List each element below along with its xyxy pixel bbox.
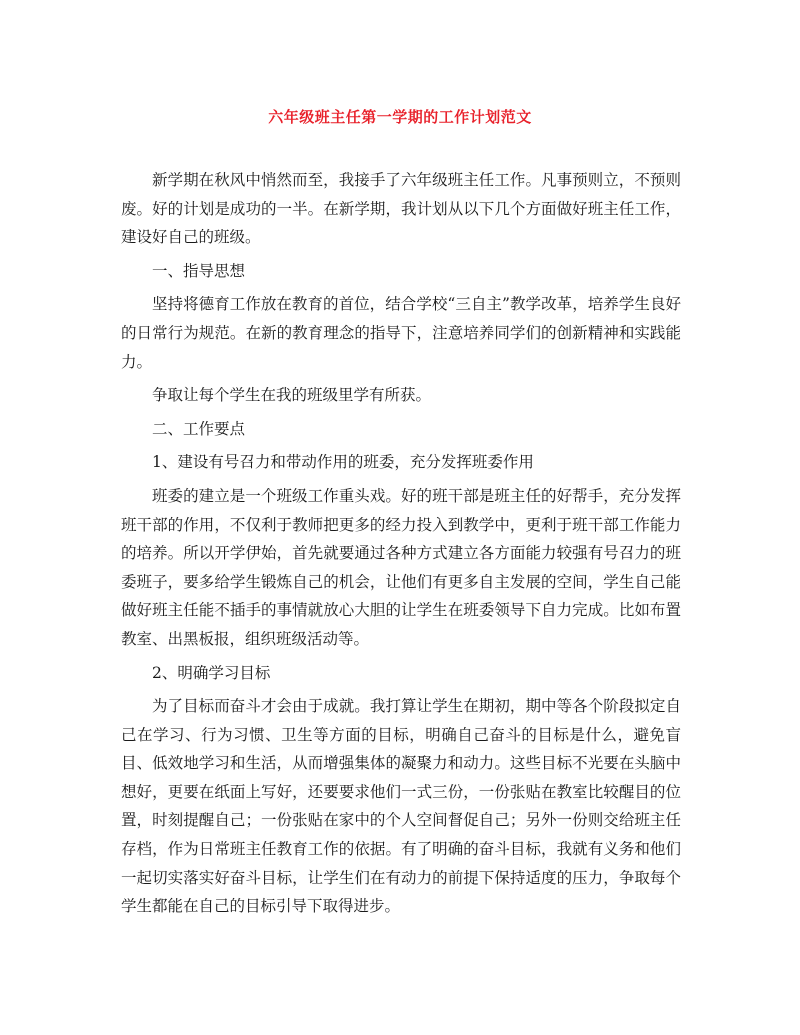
paragraph-learning-goals: 为了目标而奋斗才会由于成就。我打算让学生在期初，期中等各个阶段拟定自己在学习、行为习惯、卫生等方面的目标，明确自己奋斗的目标是什么，避免盲目、低效地学习和生活，从而增强集体的凝聚力和动力。这些目标不光要在头脑中想好，更要在纸面上写好，还要要求他们一式三份，一份张贴在教室比较醒目的位置，时刻提醒自己；一份张贴在家中的个人空间督促自己；另外一份则交给班主任存档，作为日常班主任教育工作的依据。有了明确的奋斗目标，我就有义务和他们一起切实落实好奋斗目标，让学生们在有动力的前提下保持适度的压力，争取每个学生都能在自己的目标引导下取得进步。 (121, 697, 681, 916)
section-heading-work-points: 二、工作要点 (152, 419, 246, 438)
paragraph-guiding-thought: 坚持将德育工作放在教育的首位，结合学校“三自主”教学改革，培养学生良好的日常行为规范。在新的教育理念的指导下，注意培养同学们的创新精神和实践能力。 (121, 295, 681, 371)
paragraph-class-committee: 班委的建立是一个班级工作重头戏。好的班干部是班主任的好帮手，充分发挥班干部的作用，不仅利于教师把更多的经力投入到教学中，更利于班干部工作能力的培养。所以开学伊始，首先就要通过各种方式建立各方面能力较强有号召力的班委班子，要多给学生锻炼自己的机会，让他们有更多自主发展的空间，学生自己能做好班主任能不插手的事情就放心大胆的让学生在班委领导下自力完成。比如布置教室、出黑板报，组织班级活动等。 (121, 486, 681, 648)
paragraph-intro: 新学期在秋风中悄然而至，我接手了六年级班主任工作。凡事预则立，不预则废。好的计划是成功的一半。在新学期，我计划从以下几个方面做好班主任工作，建设好自己的班级。 (121, 171, 681, 247)
document-body (121, 166, 681, 926)
document-title: 六年级班主任第一学期的工作计划范文 (268, 108, 532, 126)
subheading-class-committee: 1、建设有号召力和带动作用的班委，充分发挥班委作用 (152, 453, 534, 472)
subheading-learning-goals: 2、明确学习目标 (152, 663, 271, 682)
paragraph-goal: 争取让每个学生在我的班级里学有所获。 (152, 386, 432, 405)
section-heading-guiding-thought: 一、指导思想 (152, 261, 246, 280)
